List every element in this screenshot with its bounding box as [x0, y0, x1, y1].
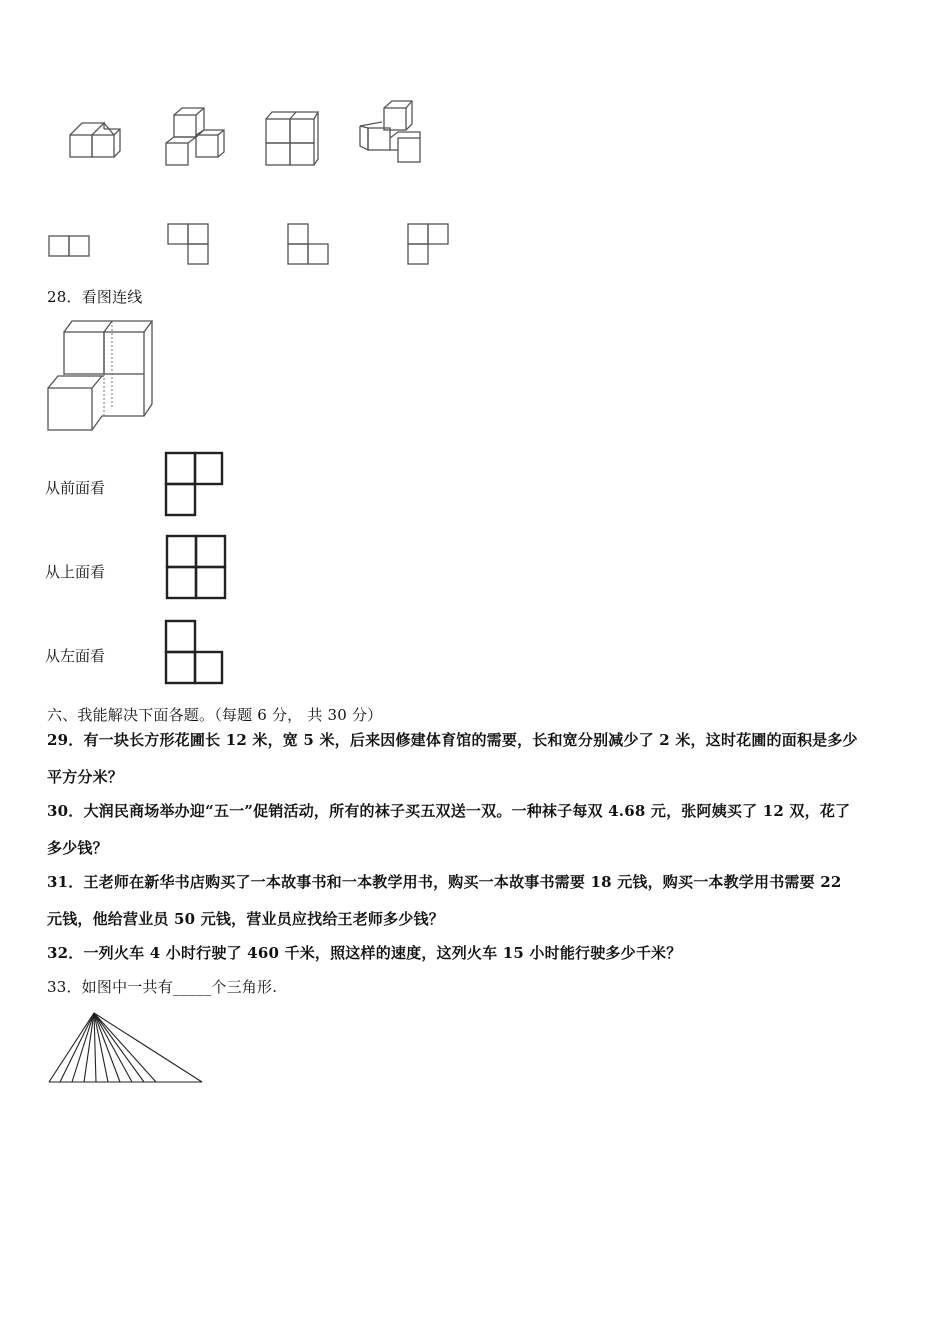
q30-line2: 多少钱？	[47, 839, 108, 857]
top-view-shape	[164, 533, 230, 603]
q29-line1: 29．有一块长方形花圃长 12 米，宽 5 米，后来因修建体育馆的需要，长和宽分别减少了 2 米，这时花圃的面积是多少	[47, 731, 858, 749]
view-shape-1	[47, 234, 93, 260]
q29-line2: 平方分米？	[47, 768, 124, 786]
q28-title: 28．看图连线	[47, 288, 143, 306]
view-label-top: 从上面看	[45, 563, 106, 581]
view-shape-2	[166, 222, 212, 270]
section-heading: 六、我能解决下面各题。（每题 6 分， 共 30 分）	[47, 706, 383, 724]
q30-line1: 30．大润民商场举办迎“五一”促销活动，所有的袜子买五双送一双。一种袜子每双 4.68 元，张阿姨买了 12 双，花了	[47, 802, 851, 820]
q33-answer-blank[interactable]: _____	[172, 978, 212, 996]
cube-solid-3	[260, 107, 324, 169]
left-view-shape	[164, 619, 226, 687]
view-shape-3	[286, 222, 332, 270]
cube-solid-1	[62, 115, 128, 167]
view-label-front: 从前面看	[45, 479, 106, 497]
cube-solid-2	[158, 105, 230, 171]
q31-line1: 31．王老师在新华书店购买了一本故事书和一本教学用书，购买一本故事书需要 18 元钱，购买一本教学用书需要 22	[47, 873, 842, 891]
q31-line2: 元钱，他给营业员 50 元钱，营业员应找给王老师多少钱？	[47, 910, 444, 928]
triangle-fan-figure	[46, 1010, 206, 1088]
q28-solid-figure	[44, 318, 158, 436]
cube-solid-4	[354, 98, 430, 168]
view-shape-4	[406, 222, 452, 270]
q32-text: 32．一列火车 4 小时行驶了 460 千米，照这样的速度，这列火车 15 小时能行驶多少千米？	[47, 944, 682, 962]
q33-after: 个三角形.	[211, 978, 278, 996]
view-label-left: 从左面看	[45, 647, 106, 665]
q33-text	[47, 976, 277, 997]
q33-before: 33．如图中一共有	[47, 978, 173, 996]
front-view-shape	[164, 451, 226, 519]
